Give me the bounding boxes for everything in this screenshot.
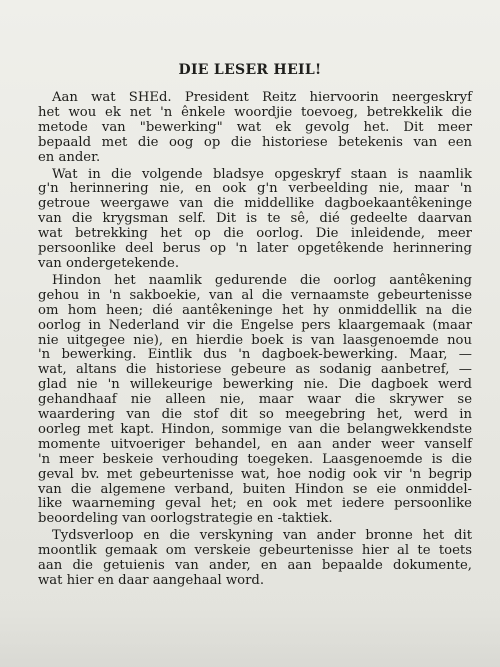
text-line: het wou ek net 'n ênkele woordjie toevoeg, betrekkelik die (38, 104, 472, 120)
text-line: momente uitvoeriger behandel, en aan ander weer vanself (38, 436, 472, 452)
text-line: glad nie 'n willekeurige bewerking nie. Die dagboek werd (38, 377, 472, 393)
text-line: waardering van die stof dit so meegebring het, werd in (38, 407, 472, 423)
paragraph-2 (38, 168, 472, 272)
text-line: 'n meer beskeie verhouding toegeken. Laasgenoemde is die (38, 451, 472, 467)
body-text (38, 91, 472, 591)
text-line: like waarneming geval het; en ook met iedere persoonlike (38, 496, 472, 512)
text-line: Hindon het naamlik gedurende die oorlog aantêkening (52, 272, 472, 288)
page-shadow (0, 607, 500, 667)
text-line: geval bv. met gebeurtenisse wat, hoe nodig ook vir 'n begrip (38, 466, 472, 482)
text-line: van die krygsman self. Dit is te sê, dié gedeelte daarvan (38, 211, 472, 227)
text-line: gehandhaaf nie alleen nie, maar waar die skrywer se (38, 392, 472, 408)
text-line: Tydsverloop en die verskyning van ander bronne het dit (52, 528, 472, 544)
text-line: aan die getuienis van ander, en aan bepaalde dokumente, (38, 558, 472, 574)
text-line: en ander. (38, 149, 101, 165)
text-line: om hom heen; dié aantêkeninge het hy onmiddellik na die (38, 302, 472, 318)
text-line: oorleg met kapt. Hindon, sommige van die belangwekkendste (38, 421, 472, 437)
text-line: Aan wat SHEd. President Reitz hiervoorin neergeskryf (52, 90, 472, 105)
text-line: 'n bewerking. Eintlik dus 'n dagboek-bewerking. Maar, — (38, 347, 472, 363)
text-line: g'n herinnering nie, en ook g'n verbeelding nie, maar 'n (38, 181, 472, 197)
text-line: moontlik gemaak om verskeie gebeurtenisse hier al te toets (38, 543, 472, 559)
text-line: gehou in 'n sakboekie, van al die vernaamste gebeurtenisse (38, 287, 472, 303)
text-line: Wat in die volgende bladsye opgeskryf staan is naamlik (52, 166, 472, 182)
paragraph-1 (38, 91, 472, 166)
text-line: getroue weergawe van die middellike dagboekaantêkeninge (38, 196, 472, 212)
text-line: wat betrekking het op die oorlog. Die inleidende, meer (38, 226, 472, 242)
paragraph-3 (38, 274, 472, 527)
text-line: persoonlike deel berus op 'n later opgetêkende herinnering (38, 241, 472, 257)
text-line: oorlog in Nederland vir die Engelse pers klaargemaak (maar (38, 317, 472, 333)
text-line: van die algemene verband, buiten Hindon se eie onmiddel- (38, 481, 472, 497)
paragraph-4 (38, 529, 472, 589)
text-line: beoordeling van oorlogstrategie en -taktiek. (38, 511, 333, 527)
text-line: metode van "bewerking" wat ek gevolg het. Dit meer (38, 119, 472, 135)
text-line: van ondergetekende. (38, 255, 180, 271)
page-title: DIE LESER HEIL! (178, 62, 322, 78)
text-line: bepaald met die oog op die historiese betekenis van een (38, 134, 472, 150)
text-line: nie uitgegee nie), en hierdie boek is van laasgenoemde nou (38, 332, 472, 348)
text-line: wat hier en daar aangehaal word. (38, 573, 265, 588)
text-line: wat, altans die historiese gebeure as sodanig aanbetref, — (38, 362, 472, 378)
